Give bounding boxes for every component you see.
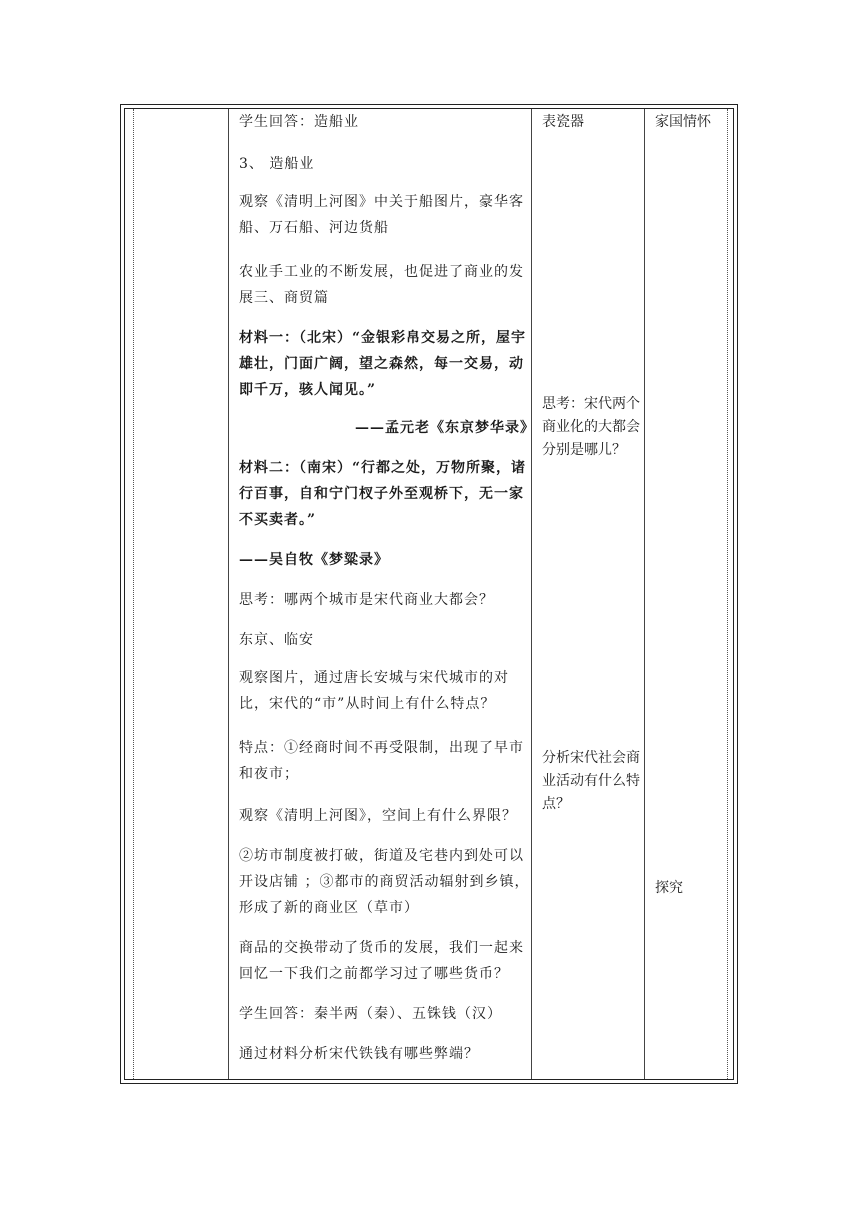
question-iron-coins: 通过材料分析宋代铁钱有哪些弊端？ xyxy=(239,1046,479,1062)
question-space: 观察《清明上河图》，空间上有什么界限？ xyxy=(239,808,517,824)
question-two-cities: 思考：哪两个城市是宋代商业大都会？ xyxy=(239,592,494,608)
teacher-item-analyze: 分析宋代社会商业活动有什么特点？ xyxy=(542,750,640,812)
teacher-item-porcelain: 表瓷器 xyxy=(542,114,584,130)
observe-city-comparison: 观察图片，通过唐长安城与宋代城市的对比，宋代的“市”从时间上有什么特点？ xyxy=(239,670,509,712)
design-purpose-column xyxy=(655,109,735,1079)
section-shipbuilding: 3、 造船业 xyxy=(239,156,315,172)
teacher-activity-column xyxy=(542,109,642,1079)
feature-time: 特点：①经商时间不再受限制，出现了早市和夜市； xyxy=(239,740,524,782)
purpose-item-explore: 探究 xyxy=(655,880,683,896)
commerce-development-text: 农业手工业的不断发展，也促进了商业的发展三、商贸篇 xyxy=(239,264,524,306)
column-divider xyxy=(644,109,645,1079)
answer-two-cities: 东京、临安 xyxy=(239,632,314,648)
currency-intro: 商品的交换带动了货币的发展，我们一起来回忆一下我们之前都学习过了哪些货币？ xyxy=(239,940,524,982)
teaching-process-column xyxy=(239,109,535,1079)
student-answer-currency: 学生回答：秦半两（秦）、五铢钱（汉） xyxy=(239,1006,502,1022)
lesson-table-inner xyxy=(124,108,734,1080)
material-one: 材料一：（北宋）“金银彩帛交易之所，屋宇雄壮，门面广阔，望之森然，每一交易，动即千万，骇人闻见。” xyxy=(239,330,527,398)
feature-space: ②坊市制度被打破，街道及宅巷内到处可以开设店铺 ；③都市的商贸活动辐射到乡镇，形成了新的商业区（草市） xyxy=(239,848,530,916)
material-one-source: ——孟元老《东京梦华录》 xyxy=(355,420,535,436)
teacher-item-think-cities: 思考：宋代两个商业化的大都会分别是哪儿？ xyxy=(542,396,640,458)
column-divider xyxy=(133,109,134,1079)
student-answer-shipbuilding: 学生回答：造船业 xyxy=(239,114,359,130)
material-two: 材料二：（南宋）“行都之处，万物所聚，诸行百事，自和宁门杈子外至观桥下，无一家不买卖者。” xyxy=(239,460,527,528)
material-two-source: ——吴自牧《梦粱录》 xyxy=(239,552,389,568)
observe-ships-text: 观察《清明上河图》中关于船图片，豪华客船、万石船、河边货船 xyxy=(239,194,524,236)
purpose-item-patriotism: 家国情怀 xyxy=(655,114,711,130)
lesson-table xyxy=(120,104,738,1084)
column-divider xyxy=(228,109,229,1079)
